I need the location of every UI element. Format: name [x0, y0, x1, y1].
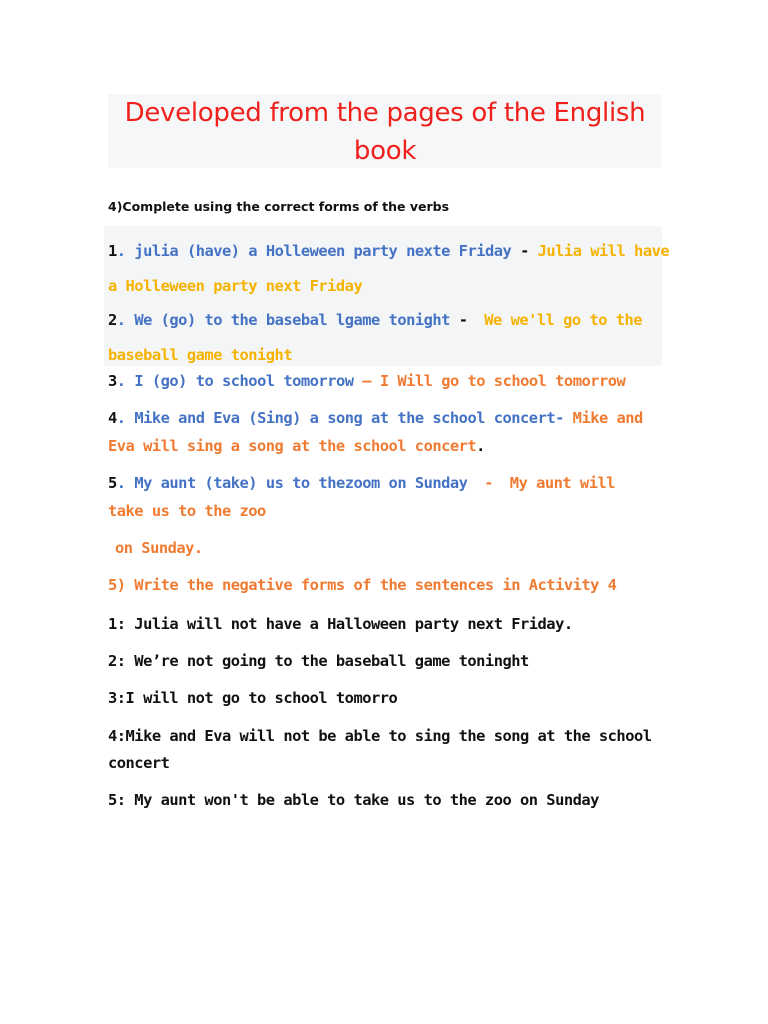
exercise-5-answer-end: on Sunday.: [115, 539, 203, 557]
exercise-1-answer: Julia will have: [537, 242, 670, 260]
activity-4-instruction: 4)Complete using the correct forms of the verbs: [108, 199, 450, 214]
exercise-item-1: 1. julia (have) a Holleween party nexte Friday - Julia will have: [108, 242, 670, 260]
negative-sentence-4-cont: concert: [108, 754, 170, 772]
exercise-5-answer-cont: take us to the zoo: [108, 502, 266, 520]
exercise-1-question: julia (have) a Holleween party nexte Friday: [134, 242, 512, 260]
negative-sentence-5: 5: My aunt won't be able to take us to the zoo on Sunday: [108, 791, 599, 809]
exercise-5-question: My aunt (take) us to thezoom on Sunday: [134, 474, 468, 492]
exercise-3-question: I (go) to school tomorrow: [134, 372, 354, 390]
negative-sentence-1: 1: Julia will not have a Halloween party next Friday.: [108, 615, 573, 633]
title-box: [108, 94, 662, 168]
exercise-item-4: 4. Mike and Eva (Sing) a song at the school concert- Mike and: [108, 409, 643, 427]
negative-sentence-3: 3:I will not go to school tomorro: [108, 689, 398, 707]
exercise-4-answer: Mike and: [572, 409, 643, 427]
page-title-line-2: book: [353, 136, 417, 166]
activity-5-heading: 5) Write the negative forms of the sentences in Activity 4: [108, 576, 617, 594]
negative-sentence-2: 2: We’re not going to the baseball game toninght: [108, 652, 529, 670]
exercise-2-answer: We we'll go to the: [484, 311, 643, 329]
exercise-5-answer: My aunt will: [509, 474, 615, 492]
exercise-4-answer-cont: Eva will sing a song at the school concert.: [108, 437, 485, 455]
exercise-2-question: We (go) to the basebal lgame tonight: [134, 311, 450, 329]
negative-sentence-4: 4:Mike and Eva will not be able to sing the song at the school: [108, 727, 652, 745]
exercise-2-answer-cont: baseball game tonight: [108, 346, 293, 364]
exercise-3-answer: I Will go to school tomorrow: [379, 372, 626, 390]
exercise-4-question: Mike and Eva (Sing) a song at the school concert-: [134, 409, 564, 427]
page-title-line-1: Developed from the pages of the English: [124, 98, 646, 128]
exercise-item-2: 2. We (go) to the basebal lgame tonight - We we'll go to the: [108, 311, 643, 329]
exercise-item-5: 5. My aunt (take) us to thezoom on Sunday - My aunt will: [108, 474, 615, 492]
exercise-item-3: 3. I (go) to school tomorrow – I Will go to school tomorrow: [108, 372, 626, 390]
exercise-1-answer-cont: a Holleween party next Friday: [108, 277, 363, 295]
